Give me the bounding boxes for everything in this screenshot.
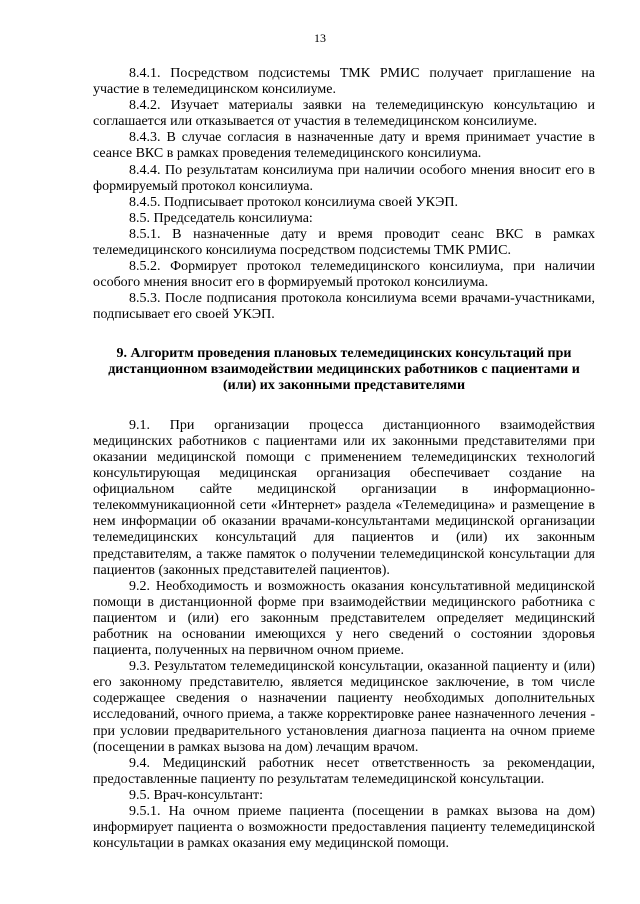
section-9-heading: 9. Алгоритм проведения плановых телемедицинских консультаций при дистанционном взаимодействии медицинских работников с пациентами и (или) их законными представителями bbox=[108, 345, 580, 393]
paragraph-9-5: 9.5. Врач-консультант: bbox=[129, 787, 264, 803]
paragraph-9-1: 9.1. При организации процесса дистанционного взаимодействия медицинских работников с пациентами или их законными представителями при оказании медицинской помощи с применением телемедицинских технологий консультирующая медицинская организация обеспечивает создание на официальном сайте медицинской организации в информационно-телекоммуникационной сети «Интернет» раздела «Телемедицина» и размещение в нем информации об оказании врачами-консультантами медицинской организации телемедицинских консультаций для пациентов и (или) их законным представителям, а также памяток о получении телемедицинской консультации для пациентов (законных представителей пациентов). bbox=[93, 417, 595, 578]
paragraph-9-3: 9.3. Результатом телемедицинской консультации, оказанной пациенту и (или) его законному представителю, является медицинское заключение, в том числе содержащее сведения о назначении пациенту необходимых дополнительных исследований, очного приема, а также корректировке ранее назначенного лечения - при условии предварительного установления диагноза пациента на очном приеме (посещении в рамках вызова на дом) лечащим врачом. bbox=[93, 659, 595, 755]
paragraph-9-2: 9.2. Необходимость и возможность оказания консультативной медицинской помощи в дистанционной форме при взаимодействии медицинского работника с пациентом и (или) его законным представителем определяет медицинский работник на основании имеющихся у него сведений о состоянии здоровья пациента, полученных на первичном очном приеме. bbox=[93, 578, 595, 659]
paragraph-8-4-1: 8.4.1. Посредством подсистемы ТМК РМИС получает приглашение на участие в телемедицинском консилиуме. bbox=[93, 66, 595, 98]
paragraph-8-5-3: 8.5.3. После подписания протокола консилиума всеми врачами-участниками, подписывает его своей УКЭП. bbox=[93, 291, 595, 323]
paragraph-8-5-1: 8.5.1. В назначенные дату и время проводит сеанс ВКС в рамках телемедицинского консилиума посредством подсистемы ТМК РМИС. bbox=[93, 226, 595, 259]
paragraph-8-5-2: 8.5.2. Формирует протокол телемедицинского консилиума, при наличии особого мнения вносит его в формируемый протокол консилиума. bbox=[93, 259, 595, 291]
paragraph-8-4-5: 8.4.5. Подписывает протокол консилиума своей УКЭП. bbox=[129, 194, 458, 210]
paragraph-8-5: 8.5. Председатель консилиума: bbox=[129, 210, 313, 226]
page-number: 13 bbox=[314, 31, 326, 45]
paragraph-8-4-4: 8.4.4. По результатам консилиума при наличии особого мнения вносит его в формируемый протокол консилиума. bbox=[93, 162, 595, 194]
paragraph-9-5-1: 9.5.1. На очном приеме пациента (посещении в рамках вызова на дом) информирует пациента о возможности предоставления пациенту телемедицинской консультации в рамках оказания ему медицинской помощи. bbox=[93, 804, 595, 852]
page-content bbox=[93, 66, 595, 852]
paragraph-8-4-2: 8.4.2. Изучает материалы заявки на телемедицинскую консультацию и соглашается или отказывается от участия в телемедицинском консилиуме. bbox=[93, 98, 595, 130]
paragraph-9-4: 9.4. Медицинский работник несет ответственность за рекомендации, предоставленные пациенту по результатам телемедицинской консультации. bbox=[93, 755, 595, 787]
paragraph-8-4-3: 8.4.3. В случае согласия в назначенные дату и время принимает участие в сеансе ВКС в рамках проведения телемедицинского консилиума. bbox=[93, 130, 595, 162]
